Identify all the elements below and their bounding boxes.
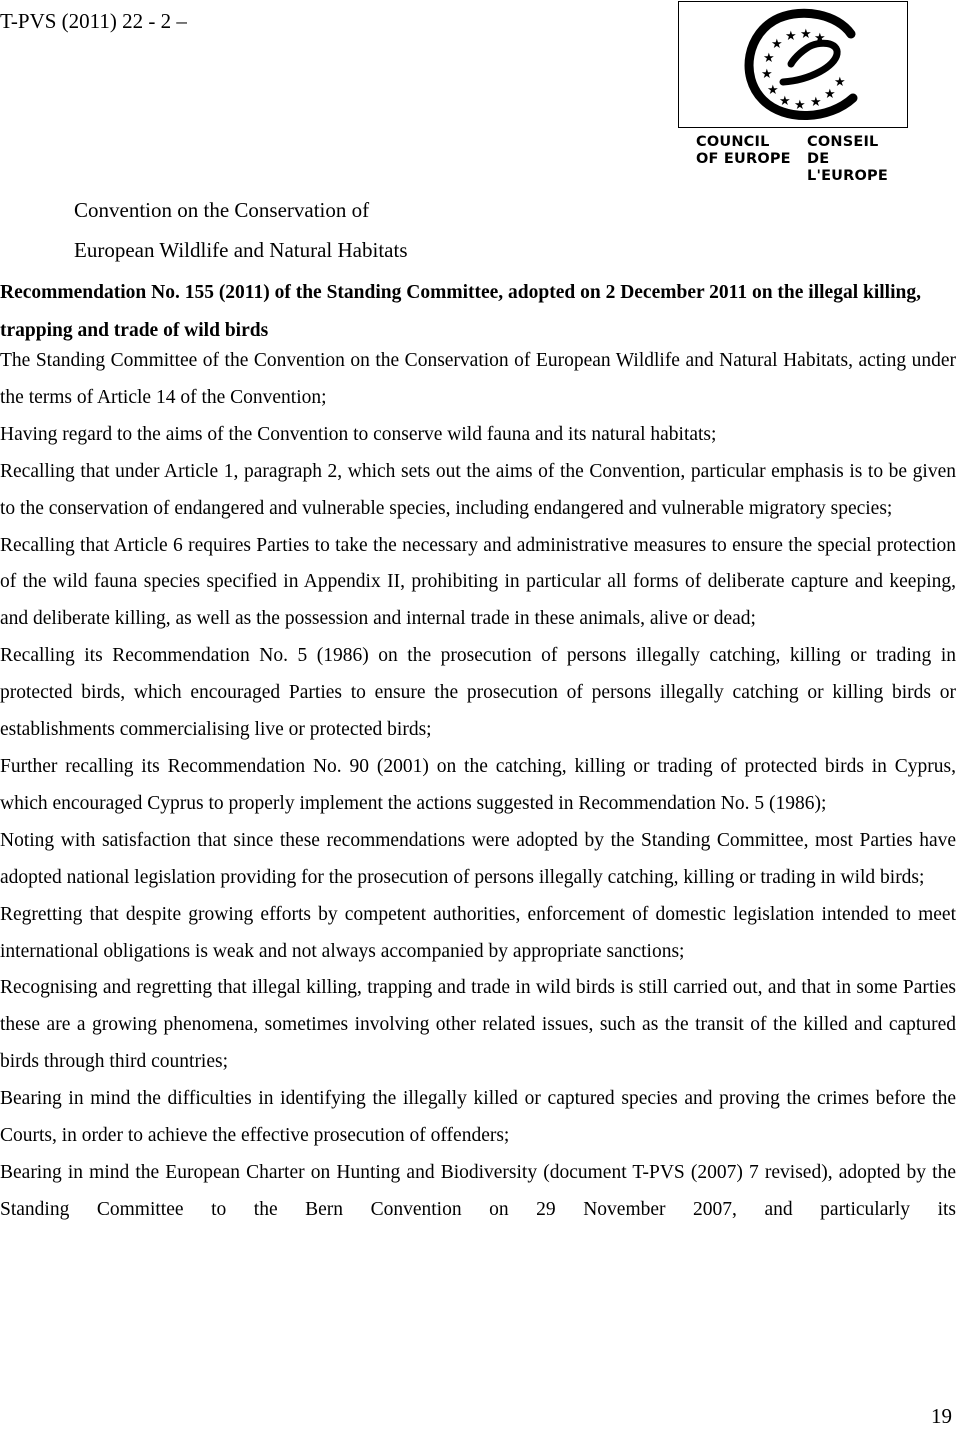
convention-title-line-1: Convention on the Conservation of (74, 198, 370, 222)
paragraph-regretting: Regretting that despite growing efforts by competent authorities, enforcement of domestic legislation intended to meet international obligations is weak and not always accompanied by appropriate sanctions; (0, 903, 956, 962)
svg-text:★: ★ (814, 31, 826, 46)
svg-text:★: ★ (767, 83, 779, 98)
svg-text:★: ★ (810, 95, 822, 110)
document-body (0, 343, 956, 1229)
svg-text:★: ★ (834, 75, 846, 90)
council-of-europe-logo (678, 1, 911, 184)
logo-emblem-frame (678, 1, 908, 128)
paragraph-recognising: Recognising and regretting that illegal killing, trapping and trade in wild birds is still carried out, and that in some Parties these are a growing phenomena, sometimes involving other related issues, such as the transit of the killed and captured birds through third countries; (0, 977, 956, 1073)
document-reference: T-PVS (2011) 22 - 2 – (0, 9, 187, 33)
svg-text:★: ★ (800, 27, 812, 42)
paragraph-standing-committee: The Standing Committee of the Convention on the Conservation of European Wildlife and Natural Habitats, acting under the terms of Article 14 of the Convention; (0, 350, 956, 408)
svg-text:★: ★ (771, 37, 783, 52)
svg-text:★: ★ (824, 87, 836, 102)
page-number: 19 (931, 1404, 952, 1428)
star-ring (761, 27, 846, 113)
paragraph-bearing-in-mind-difficulties: Bearing in mind the difficulties in identifying the illegally killed or captured species and proving the crimes before the Courts, in order to achieve the effective prosecution of offenders; (0, 1088, 956, 1147)
svg-text:★: ★ (763, 51, 775, 66)
convention-title-line-2: European Wildlife and Natural Habitats (74, 238, 408, 262)
paragraph-noting-satisfaction: Noting with satisfaction that since these recommendations were adopted by the Standing Committee, most Parties have adopted national legislation providing for the prosecution of persons illegally catching, killing or trading in wild birds; (0, 829, 956, 888)
svg-text:★: ★ (761, 67, 773, 82)
council-of-europe-emblem-icon (679, 2, 909, 129)
paragraph-further-recalling-recommendation-90: Further recalling its Recommendation No. 90 (2001) on the catching, killing or trading of protected birds in Cyprus, which encouraged Cyprus to properly implement the actions suggested in Recommendation No. 5 (1986); (0, 755, 956, 814)
paragraph-recalling-recommendation-5: Recalling its Recommendation No. 5 (1986) on the prosecution of persons illegally catching, killing or trading in protected birds, which encouraged Parties to ensure the prosecution of persons illegally catching or killing birds or establishments commercialising live or protected birds; (0, 645, 956, 741)
svg-text:★: ★ (785, 29, 797, 44)
recommendation-title: Recommendation No. 155 (2011) of the Standing Committee, adopted on 2 December 2011 on the illegal killing, trapping and trade of wild birds (0, 282, 921, 341)
paragraph-recalling-article-1: Recalling that under Article 1, paragraph 2, which sets out the aims of the Convention, particular emphasis is to be given to the conservation of endangered and vulnerable species, including endangered and vulnerable migratory species; (0, 460, 956, 519)
paragraph-having-regard: Having regard to the aims of the Convention to conserve wild fauna and its natural habitats; (0, 423, 717, 445)
paragraph-bearing-in-mind-charter: Bearing in mind the European Charter on Hunting and Biodiversity (document T-PVS (2007) 7 revised), adopted by the Standing Committee to the Bern Convention on 29 November 2007, and particularly its (0, 1161, 956, 1220)
svg-text:★: ★ (794, 98, 806, 113)
paragraph-recalling-article-6: Recalling that Article 6 requires Parties to take the necessary and administrative measures to ensure the special protection of the wild fauna species specified in Appendix II, prohibiting in particular all forms of deliberate capture and keeping, and deliberate killing, as well as the possession and internal trade in these animals, alive or dead; (0, 534, 956, 630)
svg-text:★: ★ (779, 94, 791, 109)
logo-name-english: COUNCIL OF EUROPE (696, 134, 791, 167)
logo-name-french: CONSEIL DE L'EUROPE (807, 134, 888, 184)
